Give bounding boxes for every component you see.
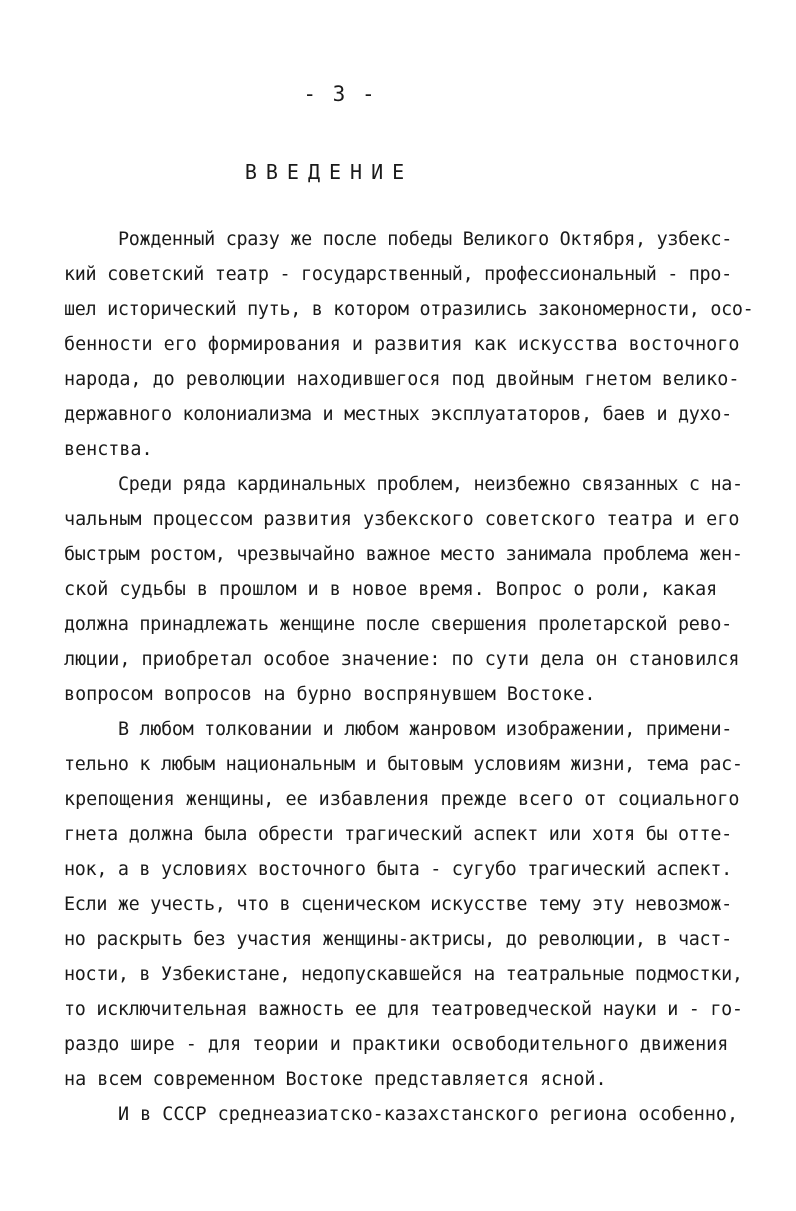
body-text bbox=[64, 222, 754, 1132]
text-line: венства. bbox=[64, 439, 153, 460]
text-line: ской судьбы в прошлом и в новое время. Вопрос о роли, какая bbox=[64, 579, 718, 600]
text-line: люции, приобретал особое значение: по сути дела он становился bbox=[64, 649, 740, 670]
page-number: - 3 - bbox=[303, 82, 377, 106]
text-line: Среди ряда кардинальных проблем, неизбежно связанных с на- bbox=[118, 474, 743, 495]
text-line: державного колониализма и местных эксплуататоров, баев и духо- bbox=[64, 404, 732, 425]
text-line: раздо шире - для теории и практики освободительного движения bbox=[64, 1034, 729, 1055]
text-line: вопросом вопросов на бурно воспрянувшем Востоке. bbox=[64, 684, 596, 705]
text-line: то исключительная важность ее для театроведческой науки и - го- bbox=[64, 999, 743, 1020]
text-line: должна принадлежать женщине после свершения пролетарской рево- bbox=[64, 614, 732, 635]
paragraph-3 bbox=[64, 712, 744, 1097]
text-line: И в СССР среднеазиатско-казахстанского региона особенно, bbox=[118, 1104, 739, 1125]
text-line: Если же учесть, что в сценическом искусстве тему эту невозмож- bbox=[64, 894, 732, 915]
text-line: В любом толковании и любом жанровом изображении, примени- bbox=[118, 719, 733, 740]
section-title: ВВЕДЕНИЕ bbox=[244, 160, 414, 184]
text-line: быстрым ростом, чрезвычайно важное место занимала проблема жен- bbox=[64, 544, 743, 565]
text-line: но раскрыть без участия женщины-актрисы, до революции, в част- bbox=[64, 929, 732, 950]
text-line: ности, в Узбекистане, недопускавшейся на театральные подмостки, bbox=[64, 964, 743, 985]
text-line: гнета должна была обрести трагический аспект или хотя бы отте- bbox=[64, 824, 732, 845]
text-line: Рожденный сразу же после победы Великого Октября, узбекс- bbox=[118, 229, 733, 250]
text-line: народа, до революции находившегося под двойным гнетом велико- bbox=[64, 369, 740, 390]
paragraph-1 bbox=[64, 222, 754, 467]
text-line: тельно к любым национальным и бытовым условиям жизни, тема рас- bbox=[64, 754, 743, 775]
paragraph-4 bbox=[64, 1097, 744, 1132]
text-line: на всем современном Востоке представляется ясной. bbox=[64, 1069, 607, 1090]
text-line: нок, а в условиях восточного быта - сугубо трагический аспект. bbox=[64, 859, 732, 880]
text-line: шел исторический путь, в котором отразились закономерности, осо- bbox=[64, 299, 754, 320]
text-line: кий советский театр - государственный, профессиональный - про- bbox=[64, 264, 732, 285]
text-line: чальным процессом развития узбекского советского театра и его bbox=[64, 509, 740, 530]
text-line: бенности его формирования и развития как искусства восточного bbox=[64, 334, 740, 355]
paragraph-2 bbox=[64, 467, 744, 712]
text-line: крепощения женщины, ее избавления прежде всего от социального bbox=[64, 789, 740, 810]
